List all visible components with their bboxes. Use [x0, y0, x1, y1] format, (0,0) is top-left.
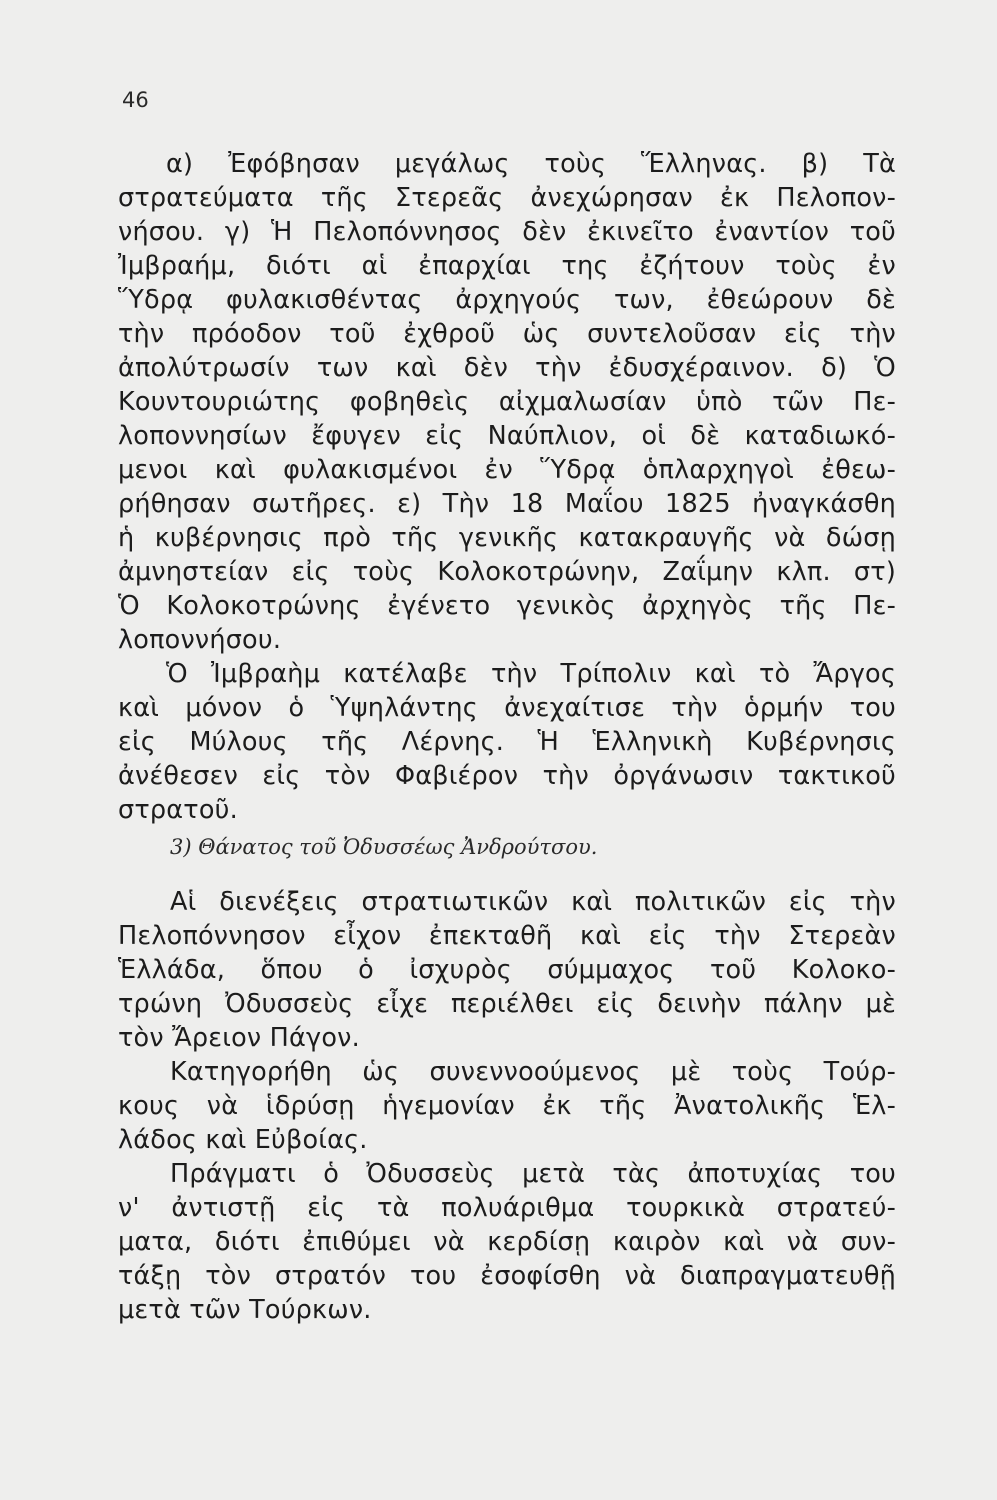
text-line: μετὰ τῶν Τούρκων. [118, 1295, 372, 1325]
text-line: στρατεύματα τῆς Στερεᾶς ἀνεχώρησαν ἐκ Πελοπον- [118, 183, 896, 213]
text-line: τὸν Ἄρειον Πάγον. [118, 1023, 360, 1053]
text-line: στρατοῦ. [118, 795, 238, 825]
text-line: καὶ μόνον ὁ Ὑψηλάντης ἀνεχαίτισε τὴν ὁρμήν του [118, 693, 896, 723]
section-heading: 3) Θάνατος τοῦ Ὀδυσσέως Ἀνδρούτσου. [170, 835, 598, 859]
text-line: τάξῃ τὸν στρατόν του ἐσοφίσθη νὰ διαπραγματευθῇ [118, 1261, 896, 1291]
page-number: 46 [122, 88, 149, 112]
text-line: Κατηγορήθη ὡς συνεννοούμενος μὲ τοὺς Τούρ- [170, 1057, 896, 1087]
text-line: κους νὰ ἱδρύσῃ ἡγεμονίαν ἐκ τῆς Ἀνατολικῆς Ἑλ- [118, 1091, 896, 1121]
text-line: α) Ἐφόβησαν μεγάλως τοὺς Ἕλληνας. β) Τὰ [166, 149, 896, 179]
text-line: Κουντουριώτης φοβηθεὶς αἰχμαλωσίαν ὑπὸ τῶν Πε- [118, 387, 896, 417]
text-line: Πράγματι ὁ Ὀδυσσεὺς μετὰ τὰς ἀποτυχίας του [170, 1159, 896, 1189]
text-line: Ὁ Κολοκοτρώνης ἐγένετο γενικὸς ἀρχηγὸς τῆς Πε- [118, 591, 896, 621]
text-line: τὴν πρόοδον τοῦ ἐχθροῦ ὡς συντελοῦσαν εἰς τὴν [118, 319, 896, 349]
text-line: ἀμνηστείαν εἰς τοὺς Κολοκοτρώνην, Ζαΐμην κλπ. στ) [118, 557, 896, 587]
text-line: Ὕδρᾳ φυλακισθέντας ἀρχηγούς των, ἐθεώρουν δὲ [118, 285, 896, 315]
text-line: λοποννησίων ἔφυγεν εἰς Ναύπλιον, οἱ δὲ καταδιωκό- [118, 421, 896, 451]
text-line: λοποννήσου. [118, 625, 282, 655]
text-line: ματα, διότι ἐπιθύμει νὰ κερδίσῃ καιρὸν καὶ νὰ συν- [118, 1227, 896, 1257]
text-line: ἡ κυβέρνησις πρὸ τῆς γενικῆς κατακραυγῆς νὰ δώσῃ [118, 523, 896, 553]
text-line: εἰς Μύλους τῆς Λέρνης. Ἡ Ἑλληνικὴ Κυβέρνησις [118, 727, 896, 757]
text-line: Αἱ διενέξεις στρατιωτικῶν καὶ πολιτικῶν εἰς τὴν [170, 887, 896, 917]
text-line: ρήθησαν σωτῆρες. ε) Τὴν 18 Μαΐου 1825 ἠναγκάσθη [118, 489, 896, 519]
text-line: Ἑλλάδα, ὅπου ὁ ἰσχυρὸς σύμμαχος τοῦ Κολοκο- [118, 955, 896, 985]
text-line: ἀπολύτρωσίν των καὶ δὲν τὴν ἐδυσχέραινον. δ) Ὁ [118, 353, 896, 383]
text-line: Πελοπόννησον εἶχον ἐπεκταθῆ καὶ εἰς τὴν Στερεὰν [118, 921, 896, 951]
text-line: ν' ἀντιστῇ εἰς τὰ πολυάριθμα τουρκικὰ στρατεύ- [118, 1193, 896, 1223]
text-line: νήσου. γ) Ἡ Πελοπόννησος δὲν ἐκινεῖτο ἐναντίον τοῦ [118, 217, 896, 247]
text-line: Ὁ Ἰμβραὴμ κατέλαβε τὴν Τρίπολιν καὶ τὸ Ἄργος [166, 659, 896, 689]
text-line: τρώνη Ὀδυσσεὺς εἶχε περιέλθει εἰς δεινὴν πάλην μὲ [118, 989, 896, 1019]
text-line: μενοι καὶ φυλακισμένοι ἐν Ὕδρᾳ ὁπλαρχηγοὶ ἐθεω- [118, 455, 896, 485]
text-line: ἀνέθεσεν εἰς τὸν Φαβιέρον τὴν ὀργάνωσιν τακτικοῦ [118, 761, 896, 791]
text-line: λάδος καὶ Εὐβοίας. [118, 1125, 368, 1155]
text-line: Ἰμβραήμ, διότι αἱ ἐπαρχίαι της ἐζήτουν τοὺς ἐν [118, 251, 896, 281]
